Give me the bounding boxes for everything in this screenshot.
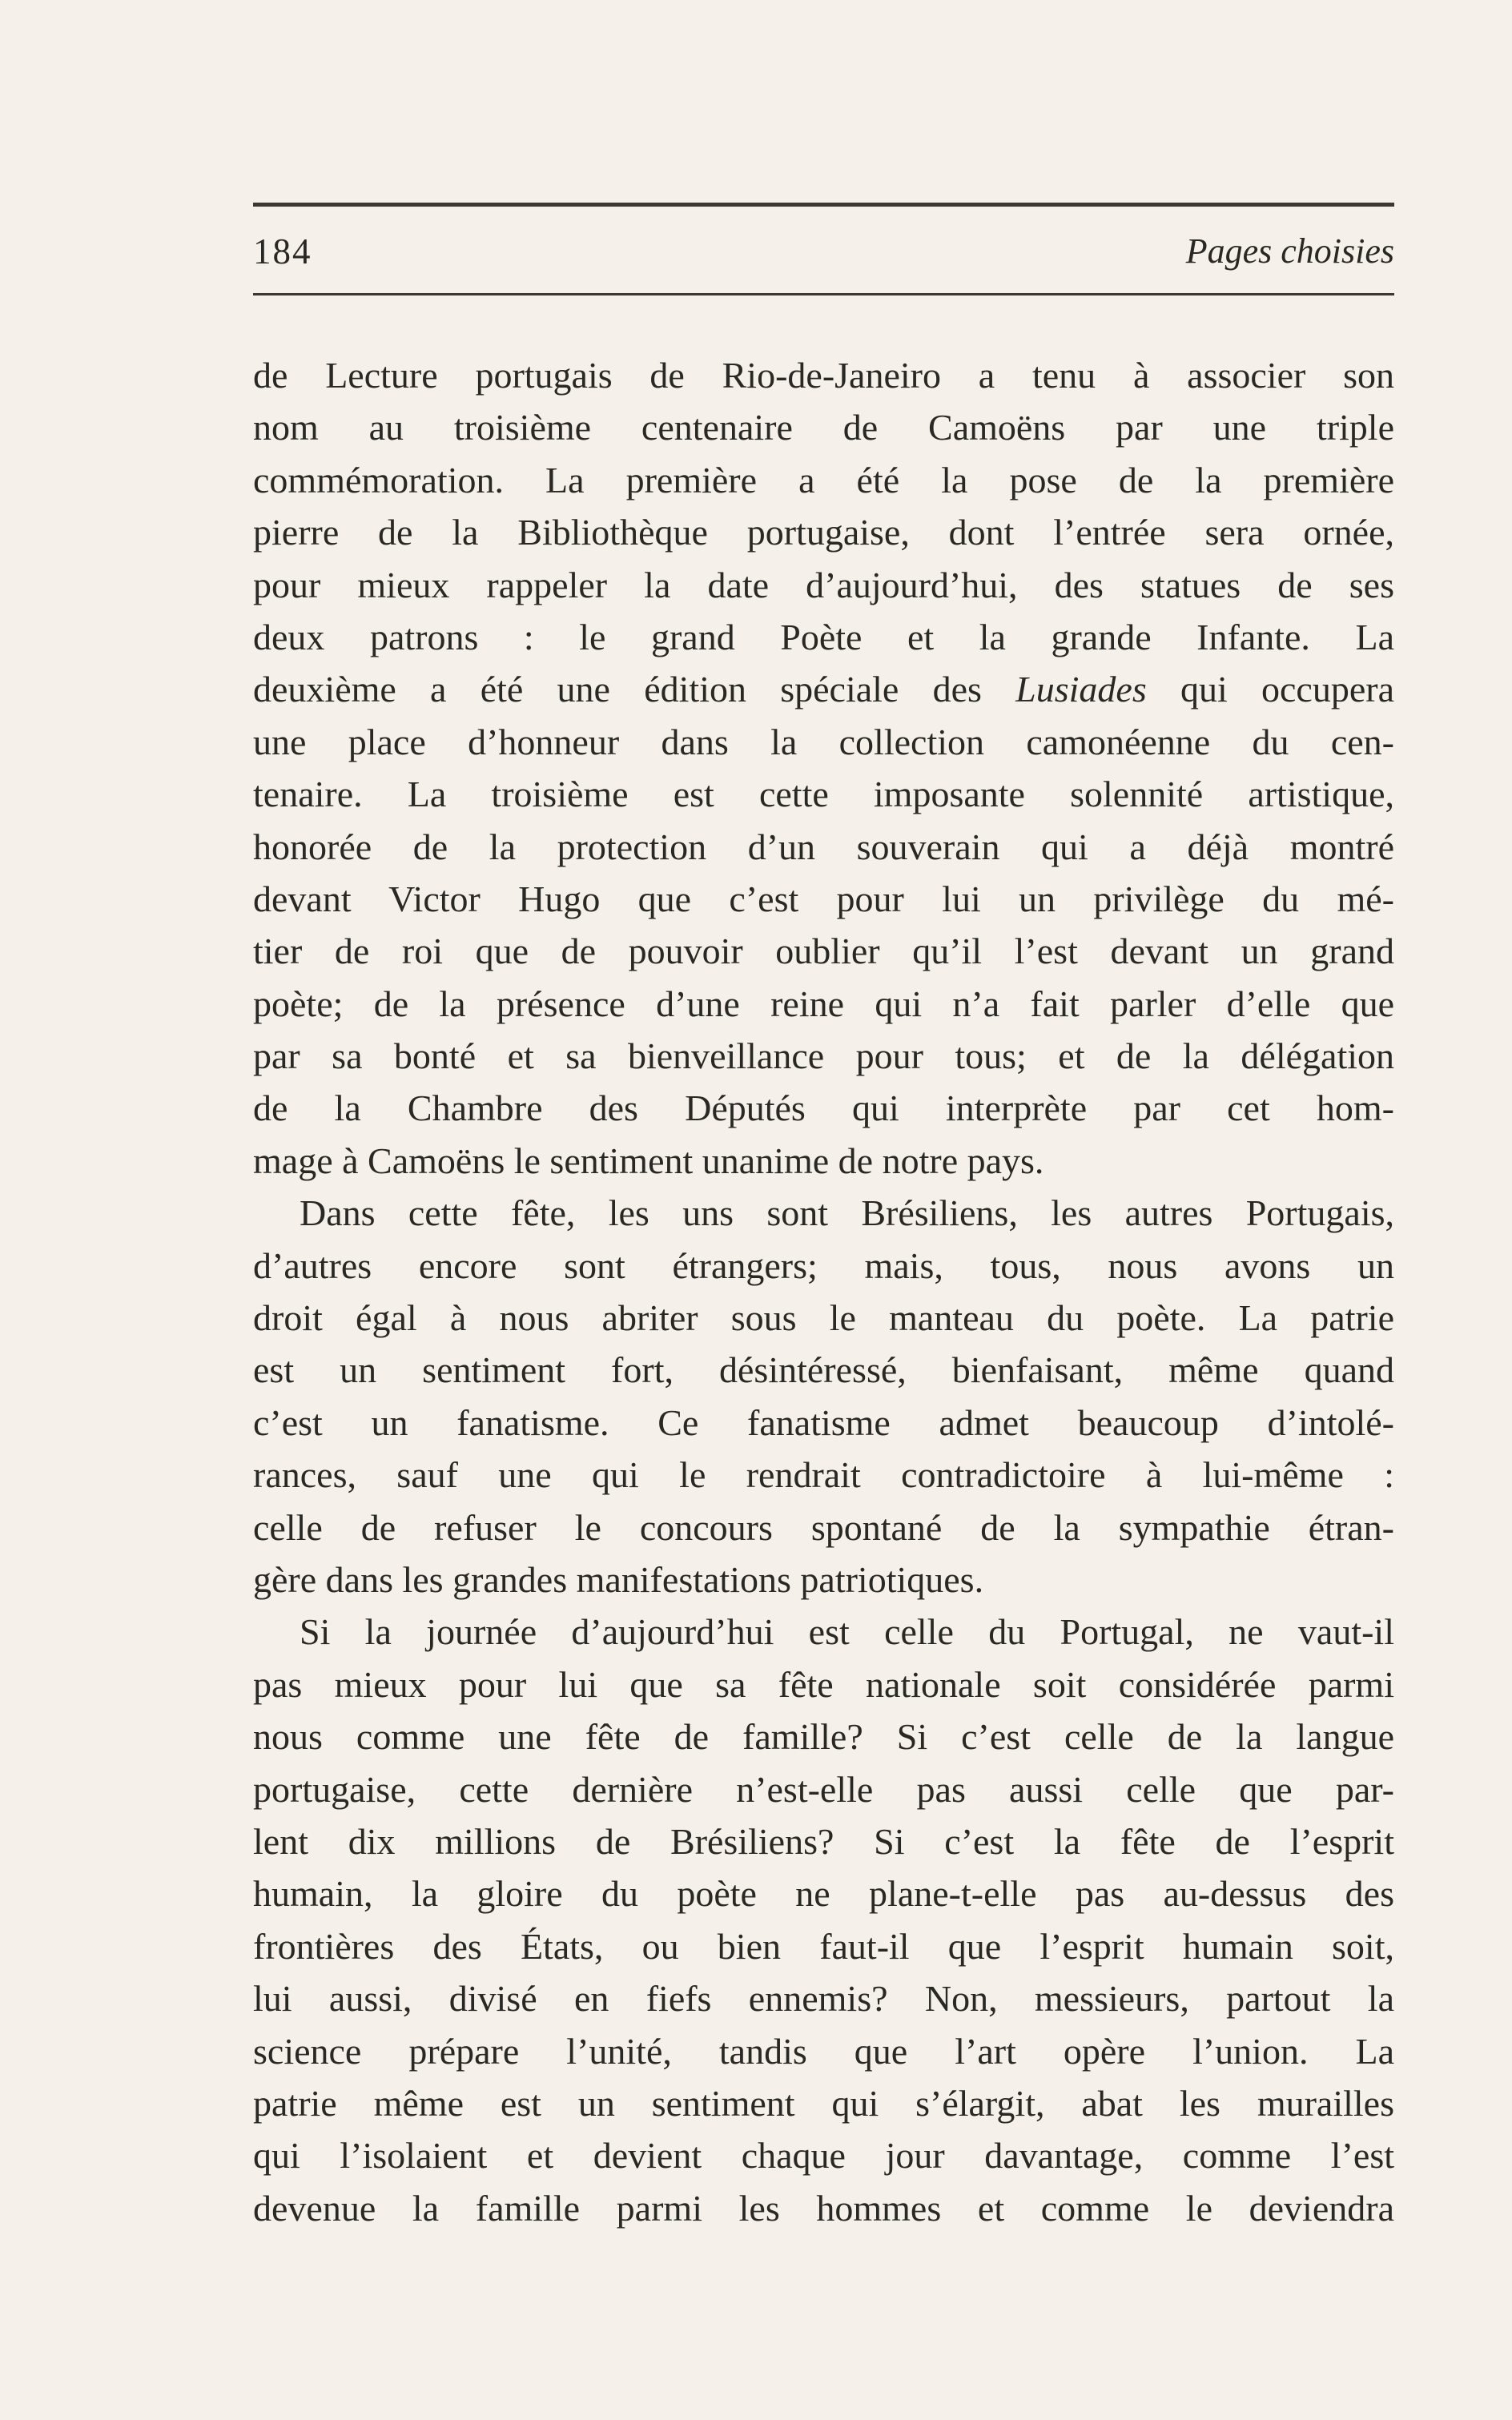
header-bottom-rule (253, 293, 1394, 295)
running-header (253, 223, 1394, 280)
body-text (253, 349, 1394, 2234)
text-line: nous comme une fête de famille? Si c’est celle de la langue (253, 1716, 1394, 1758)
text-line: pour mieux rappeler la date d’aujourd’hui, des statues de ses (253, 564, 1394, 605)
page-number: 184 (253, 231, 312, 271)
text-line: rances, sauf une qui le rendrait contradictoire à lui-même : (253, 1454, 1394, 1496)
text-line: honorée de la protection d’un souverain qui a déjà montré (253, 826, 1394, 867)
text-line: lui aussi, divisé en fiefs ennemis? Non, messieurs, partout la (253, 1978, 1394, 2020)
text-line: de la Chambre des Députés qui interprète par cet hom- (253, 1087, 1394, 1129)
book-title-lusiades: Lusiades (1015, 669, 1147, 710)
text-line: humain, la gloire du poète ne plane-t-elle pas au-dessus des (253, 1873, 1394, 1915)
text-line: une place d’honneur dans la collection camonéenne du cen- (253, 721, 1394, 762)
text-line: de Lecture portugais de Rio-de-Janeiro a tenu à associer son (253, 355, 1394, 396)
text-line: celle de refuser le concours spontané de la sympathie étran- (253, 1506, 1394, 1548)
text-line: pierre de la Bibliothèque portugaise, dont l’entrée sera ornée, (253, 512, 1394, 553)
text-line: tier de roi que de pouvoir oublier qu’il l’est devant un grand (253, 931, 1394, 972)
text-segment: qui occupera (1146, 669, 1394, 710)
text-line: gère dans les grandes manifestations patriotiques. (253, 1558, 984, 1600)
text-line (253, 663, 1394, 715)
text-line: frontières des États, ou bien faut-il que l’esprit humain soit, (253, 1925, 1394, 1967)
text-line: Si la journée d’aujourd’hui est celle du Portugal, ne vaut-il (300, 1611, 1394, 1653)
text-line: patrie même est un sentiment qui s’élargit, abat les murailles (253, 2082, 1394, 2124)
text-line: mage à Camoëns le sentiment unanime de notre pays. (253, 1140, 1044, 1181)
header-top-rule (253, 203, 1394, 207)
text-line: Dans cette fête, les uns sont Brésiliens, les autres Portugais, (300, 1192, 1394, 1234)
text-line: devant Victor Hugo que c’est pour lui un privilège du mé- (253, 878, 1394, 919)
text-line: portugaise, cette dernière n’est-elle pas aussi celle que par- (253, 1768, 1394, 1810)
text-line: est un sentiment fort, désintéressé, bienfaisant, même quand (253, 1349, 1394, 1391)
text-line: commémoration. La première a été la pose de la première (253, 459, 1394, 500)
text-line: deux patrons : le grand Poète et la grande Infante. La (253, 616, 1394, 657)
text-line: devenue la famille parmi les hommes et comme le deviendra (253, 2187, 1394, 2229)
text-line: qui l’isolaient et devient chaque jour davantage, comme l’est (253, 2135, 1394, 2177)
text-line: droit égal à nous abriter sous le manteau du poète. La patrie (253, 1297, 1394, 1339)
text-line: science prépare l’unité, tandis que l’art opère l’union. La (253, 2030, 1394, 2072)
text-line: c’est un fanatisme. Ce fanatisme admet beaucoup d’intolé- (253, 1401, 1394, 1443)
text-line: d’autres encore sont étrangers; mais, tous, nous avons un (253, 1244, 1394, 1286)
text-line: poète; de la présence d’une reine qui n’a fait parler d’elle que (253, 983, 1394, 1024)
text-segment: deuxième a été une édition spéciale des (253, 669, 1016, 710)
text-line: nom au troisième centenaire de Camoëns par une triple (253, 407, 1394, 448)
text-line: lent dix millions de Brésiliens? Si c’est la fête de l’esprit (253, 1820, 1394, 1862)
text-line: pas mieux pour lui que sa fête nationale soit considérée parmi (253, 1663, 1394, 1705)
text-line: par sa bonté et sa bienveillance pour tous; et de la délégation (253, 1035, 1394, 1077)
running-title: Pages choisies (1185, 231, 1394, 271)
text-line: tenaire. La troisième est cette imposante solennité artistique, (253, 774, 1394, 815)
